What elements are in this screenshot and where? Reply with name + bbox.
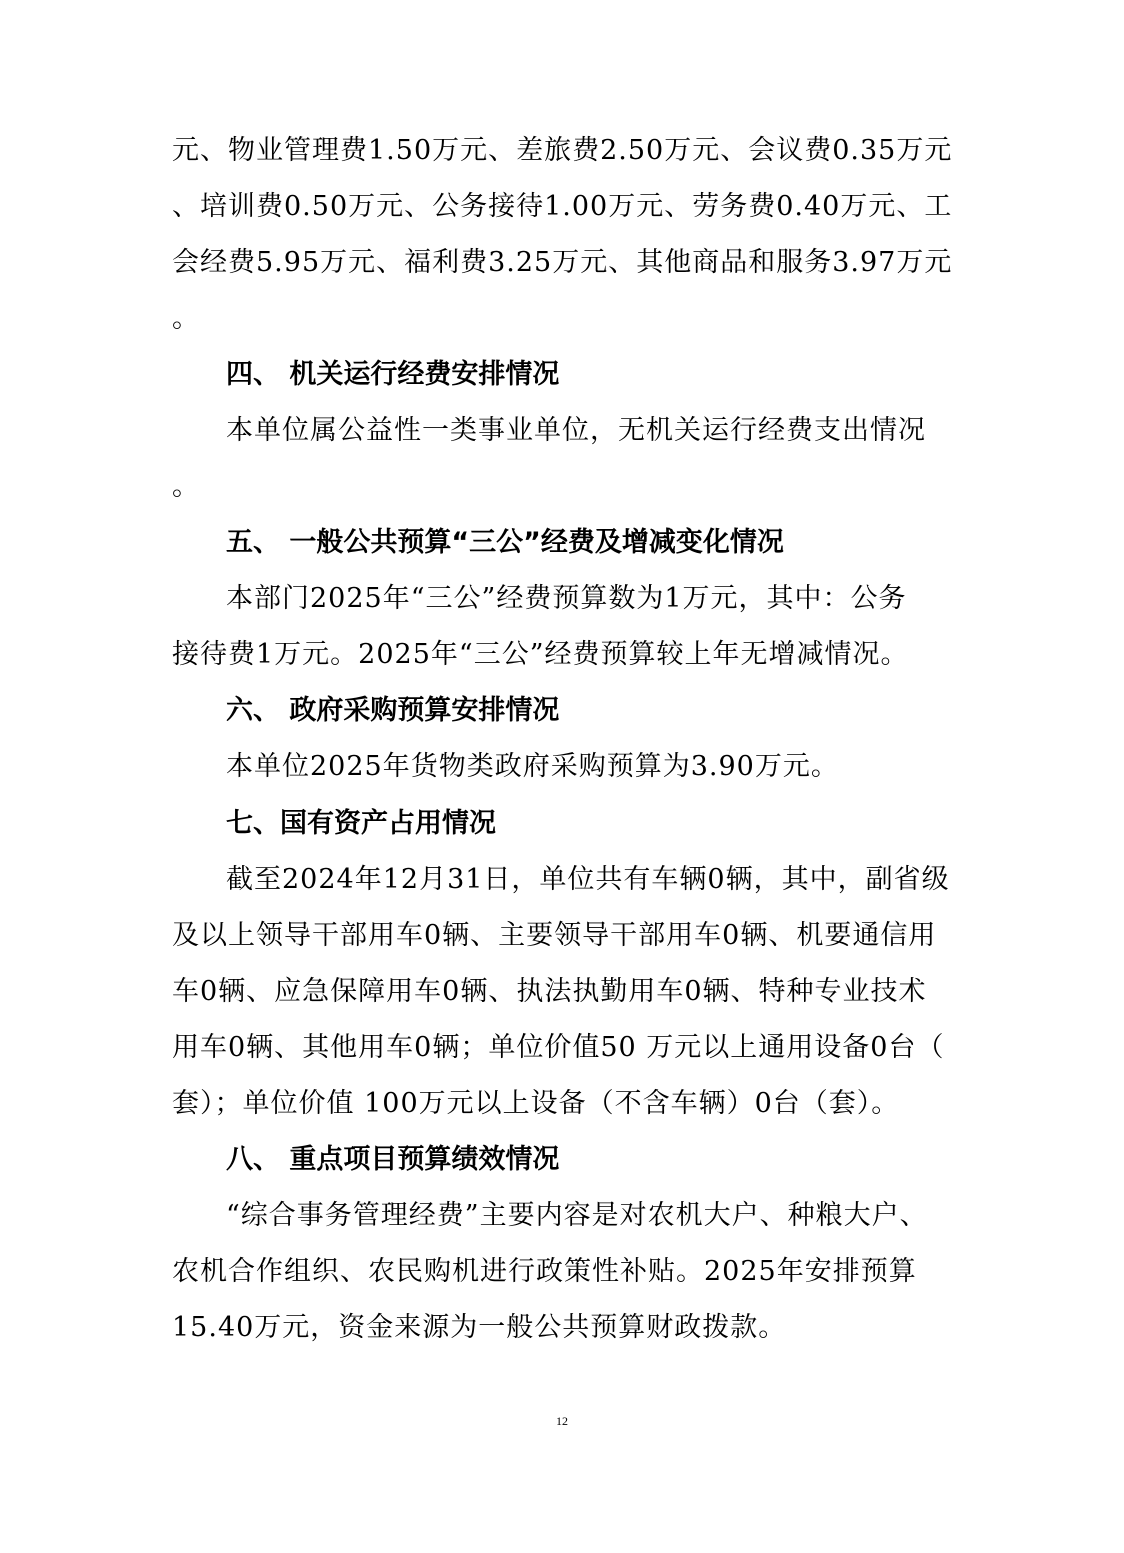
- body-line: 本部门2025年“三公”经费预算数为1万元，其中：公务: [226, 583, 907, 614]
- section-heading-6: 六、 政府采购预算安排情况: [226, 695, 560, 726]
- section-heading-4: 四、 机关运行经费安排情况: [226, 359, 560, 390]
- body-line: 15.40万元，资金来源为一般公共预算财政拨款。: [172, 1312, 787, 1343]
- body-line: 、培训费0.50万元、公务接待1.00万元、劳务费0.40万元、工: [172, 191, 953, 222]
- body-line: 接待费1万元。2025年“三公”经费预算较上年无增减情况。: [172, 639, 909, 670]
- body-line: 农机合作组织、农民购机进行政策性补贴。2025年安排预算: [172, 1256, 917, 1287]
- body-line: 会经费5.95万元、福利费3.25万元、其他商品和服务3.97万元: [172, 247, 953, 278]
- body-line: 车0辆、应急保障用车0辆、执法执勤用车0辆、特种专业技术: [172, 976, 927, 1007]
- body-line: 。: [172, 303, 200, 334]
- body-line: 本单位属公益性一类事业单位，无机关运行经费支出情况: [226, 415, 926, 446]
- body-line: “综合事务管理经费”主要内容是对农机大户、种粮大户、: [226, 1200, 928, 1231]
- section-heading-8: 八、 重点项目预算绩效情况: [226, 1144, 560, 1175]
- body-line: 套）；单位价值 100万元以上设备（不含车辆）0台（套）。: [172, 1088, 900, 1119]
- body-line: 元、物业管理费1.50万元、差旅费2.50万元、会议费0.35万元: [172, 135, 953, 166]
- body-line: 截至2024年12月31日，单位共有车辆0辆，其中，副省级: [226, 864, 950, 895]
- body-line: 及以上领导干部用车0辆、主要领导干部用车0辆、机要通信用: [172, 920, 937, 951]
- body-line: 本单位2025年货物类政府采购预算为3.90万元。: [226, 751, 839, 782]
- section-heading-7: 七、国有资产占用情况: [226, 808, 496, 839]
- page-number: 12: [556, 1414, 568, 1428]
- body-line: 。: [172, 471, 200, 502]
- body-line: 用车0辆、其他用车0辆；单位价值50 万元以上通用设备0台（: [172, 1032, 945, 1063]
- section-heading-5: 五、 一般公共预算“三公”经费及增减变化情况: [226, 527, 784, 558]
